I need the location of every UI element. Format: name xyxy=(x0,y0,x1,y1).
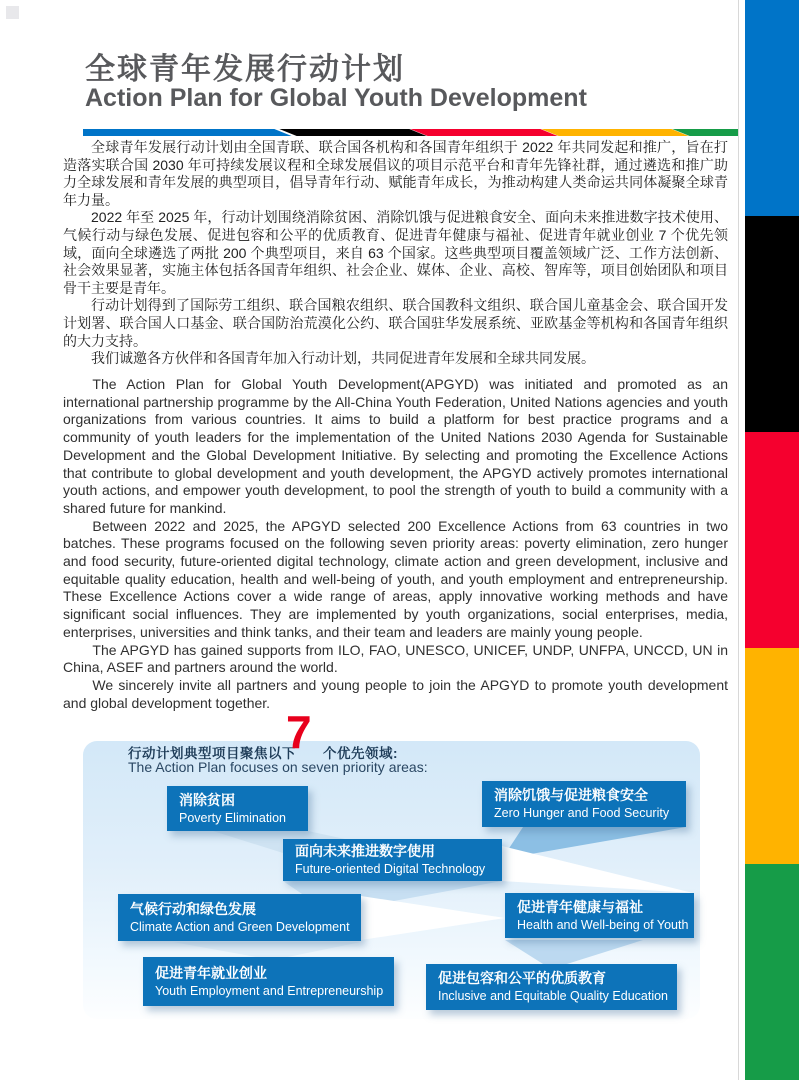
stripe-segment-yellow xyxy=(541,129,688,136)
sidebar-divider-line xyxy=(738,0,739,1080)
box-label-en: Inclusive and Equitable Quality Education xyxy=(438,989,669,1003)
paragraph-zh: 行动计划得到了国际劳工组织、联合国粮农组织、联合国教科文组织、联合国儿童基金会、联合国开发计划署、联合国人口基金、联合国防治荒漠化公约、联合国驻华发展系统、亚欧基金等机构和各国青年组织的大力支持。 xyxy=(63,297,728,349)
focus-box-poverty xyxy=(167,786,308,831)
box-label-en: Youth Employment and Entrepreneurship xyxy=(155,983,384,998)
box-label-en: Climate Action and Green Development xyxy=(130,919,350,934)
color-segment-yellow xyxy=(745,648,799,864)
color-segment-black xyxy=(745,216,799,432)
paragraph-en: Between 2022 and 2025, the APGYD selected 200 Excellence Actions from 63 countries in two batches. These programs focused on the following seven priority areas: poverty elimination, zero hunger and food security, future-oriented digital technology, climate action and green development, inclusive and equitable quality education, health and well-being of youth, and youth employment and entrepreneurship. These Excellence Actions cover a wide range of areas, apply innovative working methods and have significant social influences. They are implemented by youth organizations, social enterprises, media, enterprises, universities and think tanks, and their team and leaders are mainly young people. xyxy=(63,517,728,640)
page-title-zh: 全球青年发展行动计划 xyxy=(85,53,405,86)
side-color-bar xyxy=(745,0,799,1080)
focus-heading-en: The Action Plan focuses on seven priority areas: xyxy=(128,759,428,775)
box-label-en: Zero Hunger and Food Security xyxy=(494,806,670,820)
focus-box-education xyxy=(426,964,677,1010)
box-label-zh: 消除饥饿与促进粮食安全 xyxy=(494,787,648,803)
page-title-en: Action Plan for Global Youth Development xyxy=(85,84,587,112)
focus-heading-zh-suffix: 个优先领域: xyxy=(323,746,398,761)
box-label-zh: 促进青年健康与福祉 xyxy=(517,898,643,915)
paragraph-zh: 我们诚邀各方伙伴和各国青年加入行动计划，共同促进青年发展和全球共同发展。 xyxy=(91,350,595,367)
box-label-en: Future-oriented Digital Technology xyxy=(295,862,486,876)
paragraph-en: We sincerely invite all partners and young people to join the APGYD to promote youth development and global development together. xyxy=(63,676,728,711)
big-seven-number: 7 xyxy=(286,706,312,758)
paragraph-zh: 2022 年至 2025 年，行动计划围绕消除贫困、消除饥饿与促进粮食安全、面向未来推进数字技术使用、气候行动与绿色发展、促进包容和公平的优质教育、促进青年健康与福祉、促进青年就业创业 7 个优先领域，面向全球遴选了两批 200 个典型项目，来自 63 个国家。这些典型项目覆盖领域广泛、工作方法创新、社会效果显著，实施主体包括各国青年组织、社会企业、媒体、企业、高校、智库等，项目创始团队和项目骨干主要是青年。 xyxy=(63,209,728,296)
focus-box-health xyxy=(505,893,694,938)
paragraph-zh: 全球青年发展行动计划由全国青联、联合国各机构和各国青年组织于 2022 年共同发起和推广，旨在打造落实联合国 2030 年可持续发展议程和全球发展倡议的项目示范平台和青年先锋社群，通过遴选和推广助力全球发展和青年发展的典型项目，倡导青年行动、赋能青年成长，为推动构建人类命运共同体凝聚全球青年力量。 xyxy=(63,139,728,208)
box-label-en: Poverty Elimination xyxy=(179,810,286,825)
focus-box-climate xyxy=(118,894,361,941)
color-segment-green xyxy=(745,864,799,1080)
box-label-zh: 面向未来推进数字使用 xyxy=(295,843,435,859)
focus-box-digital xyxy=(283,839,502,881)
stripe-segment-red xyxy=(410,129,557,136)
box-label-en: Health and Well-being of Youth xyxy=(517,917,689,932)
box-label-zh: 消除贫困 xyxy=(179,791,235,808)
intro-text-zh xyxy=(63,139,728,368)
box-label-zh: 促进包容和公平的优质教育 xyxy=(438,970,606,986)
focus-box-employment xyxy=(143,957,394,1006)
color-segment-red xyxy=(745,432,799,648)
box-label-zh: 气候行动和绿色发展 xyxy=(130,900,256,917)
corner-mark xyxy=(6,6,19,19)
box-label-zh: 促进青年就业创业 xyxy=(155,964,267,981)
stripe-segment-blue xyxy=(83,129,292,136)
color-segment-blue xyxy=(745,0,799,216)
focus-heading-zh-prefix: 行动计划典型项目聚焦以下 xyxy=(128,746,296,761)
stripe-segment-black xyxy=(279,129,426,136)
title-color-stripe xyxy=(83,129,738,136)
paragraph-en: The APGYD has gained supports from ILO, FAO, UNESCO, UNICEF, UNDP, UNFPA, UNCCD, UN in China, ASEF and partners around the world. xyxy=(63,641,728,676)
focus-box-zero-hunger xyxy=(482,781,686,827)
intro-text-en xyxy=(63,376,728,712)
paragraph-en: The Action Plan for Global Youth Development(APGYD) was initiated and promoted as an international partnership programme by the All-China Youth Federation, United Nations agencies and youth organizations from various countries. It aims to build a platform for best practice programs and a community of youth leaders for the implementation of the United Nations 2030 Agenda for Sustainable Development and the Global Development Initiative. By selecting and promoting the Excellence Actions that contribute to global development and youth development, the APGYD actively promotes international youth actions, and empower youth development, to pool the strength of youth to build a community with a shared future for mankind. xyxy=(63,376,728,516)
